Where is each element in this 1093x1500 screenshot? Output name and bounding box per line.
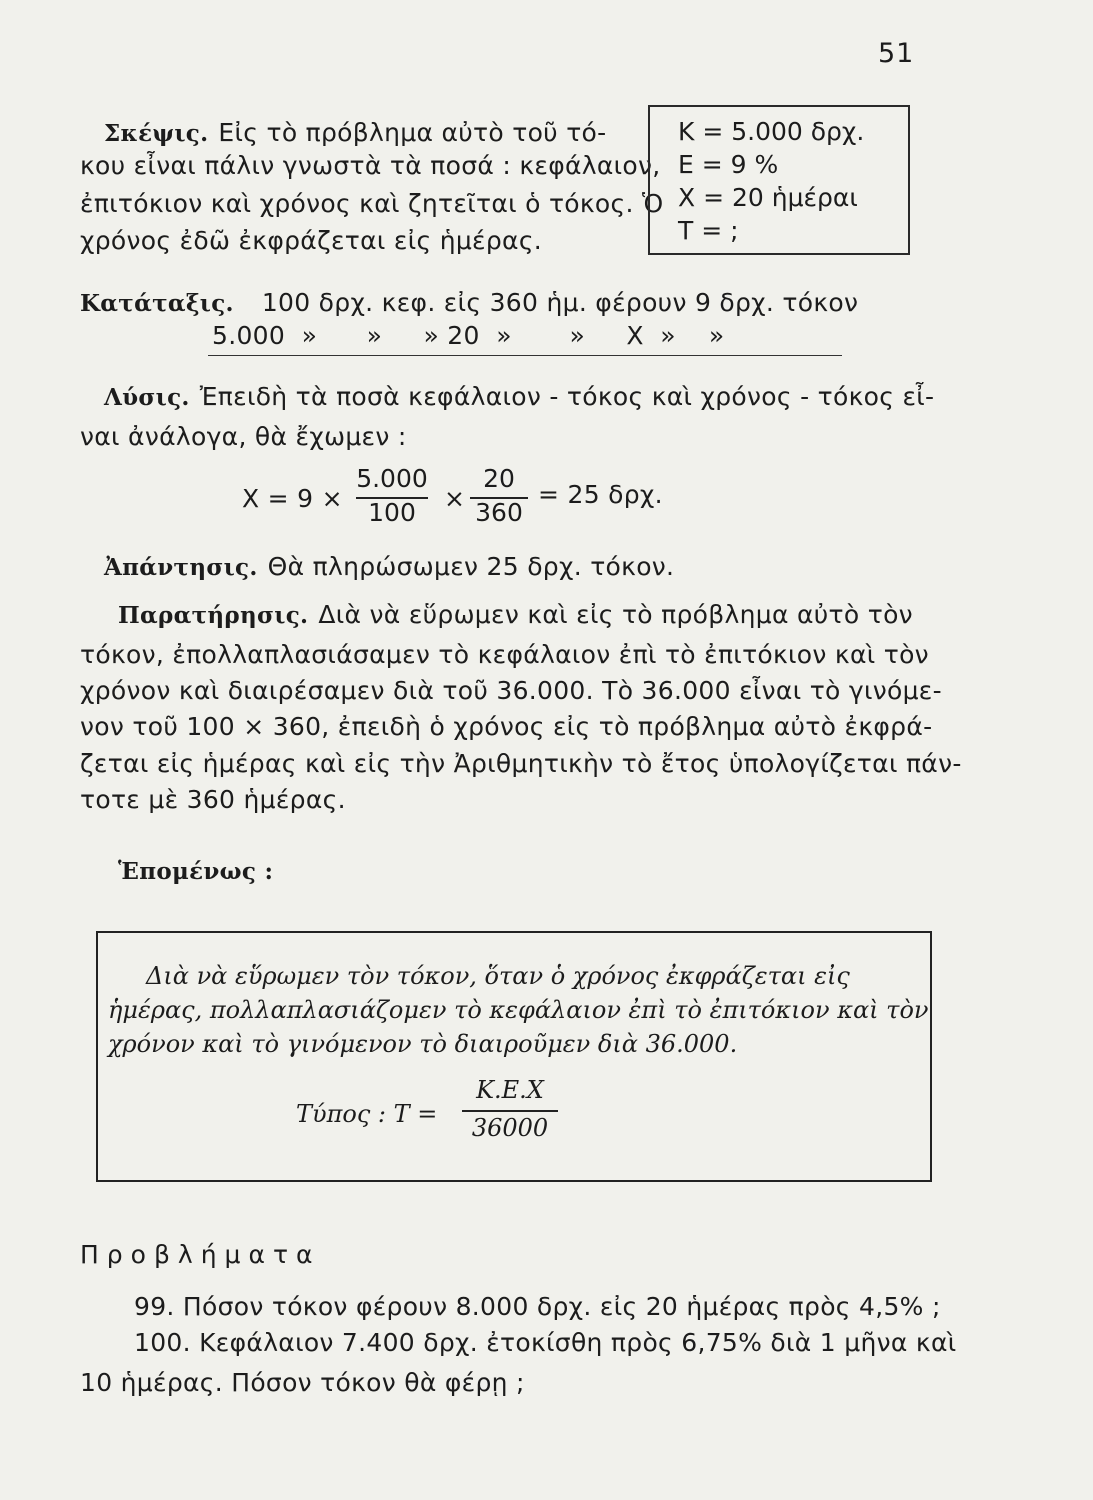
katataxis-rule (208, 355, 842, 356)
skepsis-label: Σκέψις. (104, 120, 209, 147)
paratirisis-line-4: νον τοῦ 100 × 360, ἐπειδὴ ὁ χρόνος εἰς τὸ πρόβλημα αὐτὸ ἐκφρά- (80, 712, 933, 741)
skepsis-line-4: χρόνος ἐδῶ ἐκφράζεται εἰς ἡμέρας. (80, 226, 543, 255)
epomenos-label: Ἑπομένως : (118, 858, 274, 885)
rule-denominator: 36000 (471, 1114, 549, 1142)
rule-fraction-bar (462, 1110, 558, 1112)
given-values-box (648, 105, 910, 255)
apantisis-line: Ἀπάντησις. Θὰ πληρώσωμεν 25 δρχ. τόκον. (104, 552, 675, 581)
given-time: Χ = 20 ἡμέραι (678, 183, 858, 212)
lysis-label: Λύσις. (104, 384, 190, 411)
katataxis-row-2: 5.000 » » » 20 » » Χ » » (212, 321, 725, 350)
problems-heading: Προβλήματα (80, 1240, 321, 1269)
problem-100-line-1: 100. Κεφάλαιον 7.400 δρχ. ἐτοκίσθη πρὸς 6,75% διὰ 1 μῆνα καὶ (134, 1328, 957, 1357)
katataxis-row-1: Κατάταξις. 100 δρχ. κεφ. εἰς 360 ἡμ. φέρουν 9 δρχ. τόκον (80, 288, 859, 317)
page-number: 51 (878, 38, 915, 69)
rule-numerator: Κ.Ε.Χ (476, 1076, 544, 1104)
formula-numerator-2: 20 (483, 464, 515, 493)
lysis-line-1: Λύσις. Ἐπειδὴ τὰ ποσὰ κεφάλαιον - τόκος καὶ χρόνος - τόκος εἶ- (104, 382, 935, 411)
rule-line-3: χρόνον καὶ τὸ γινόμενον τὸ διαιροῦμεν διὰ 36.000. (108, 1030, 738, 1058)
formula-lhs: Χ = 9 × (242, 484, 343, 513)
given-capital: Κ = 5.000 δρχ. (678, 117, 865, 146)
problem-100-line-2: 10 ἡμέρας. Πόσον τόκον θὰ φέρῃ ; (80, 1368, 525, 1397)
rule-line-2: ἡμέρας, πολλαπλασιάζομεν τὸ κεφάλαιον ἐπὶ τὸ ἐπιτόκιον καὶ τὸν (108, 996, 929, 1024)
apantisis-label: Ἀπάντησις. (104, 554, 258, 581)
skepsis-line-3: ἐπιτόκιον καὶ χρόνος καὶ ζητεῖται ὁ τόκος. Ὁ (80, 189, 664, 218)
given-interest: Τ = ; (678, 216, 739, 245)
problem-99: 99. Πόσον τόκον φέρουν 8.000 δρχ. εἰς 20 ἡμέρας πρὸς 4,5% ; (134, 1292, 941, 1321)
formula-times: × (444, 484, 466, 513)
paratirisis-line-2: τόκον, ἐπολλαπλασιάσαμεν τὸ κεφάλαιον ἐπὶ τὸ ἐπιτόκιον καὶ τὸν (80, 640, 929, 669)
paratirisis-label: Παρατήρησις. (118, 602, 309, 629)
formula-result: = 25 δρχ. (538, 480, 663, 509)
paratirisis-line-6: τοτε μὲ 360 ἡμέρας. (80, 785, 346, 814)
skepsis-line-2: κου εἶναι πάλιν γνωστὰ τὰ ποσά : κεφάλαιον, (80, 151, 661, 180)
formula-denominator-2: 360 (475, 498, 523, 527)
lysis-line-2: ναι ἀνάλογα, θὰ ἔχωμεν : (80, 422, 407, 451)
paratirisis-line-5: ζεται εἰς ἡμέρας καὶ εἰς τὴν Ἀριθμητικὴν τὸ ἔτος ὑπολογίζεται πάν- (80, 749, 962, 778)
formula-numerator-1: 5.000 (356, 464, 428, 493)
katataxis-label: Κατάταξις. (80, 290, 234, 317)
skepsis-line-1: Σκέψις. Εἰς τὸ πρόβλημα αὐτὸ τοῦ τό- (104, 118, 607, 147)
formula-denominator-1: 100 (368, 498, 416, 527)
paratirisis-line-1: Παρατήρησις. Διὰ νὰ εὕρωμεν καὶ εἰς τὸ πρόβλημα αὐτὸ τὸν (118, 600, 913, 629)
given-rate: Ε = 9 % (678, 150, 779, 179)
paratirisis-line-3: χρόνον καὶ διαιρέσαμεν διὰ τοῦ 36.000. Τὸ 36.000 εἶναι τὸ γινόμε- (80, 676, 942, 705)
rule-line-1: Διὰ νὰ εὕρωμεν τὸν τόκον, ὅταν ὁ χρόνος ἐκφράζεται εἰς (146, 962, 850, 990)
rule-typos-label: Τύπος : Τ = (296, 1100, 438, 1128)
